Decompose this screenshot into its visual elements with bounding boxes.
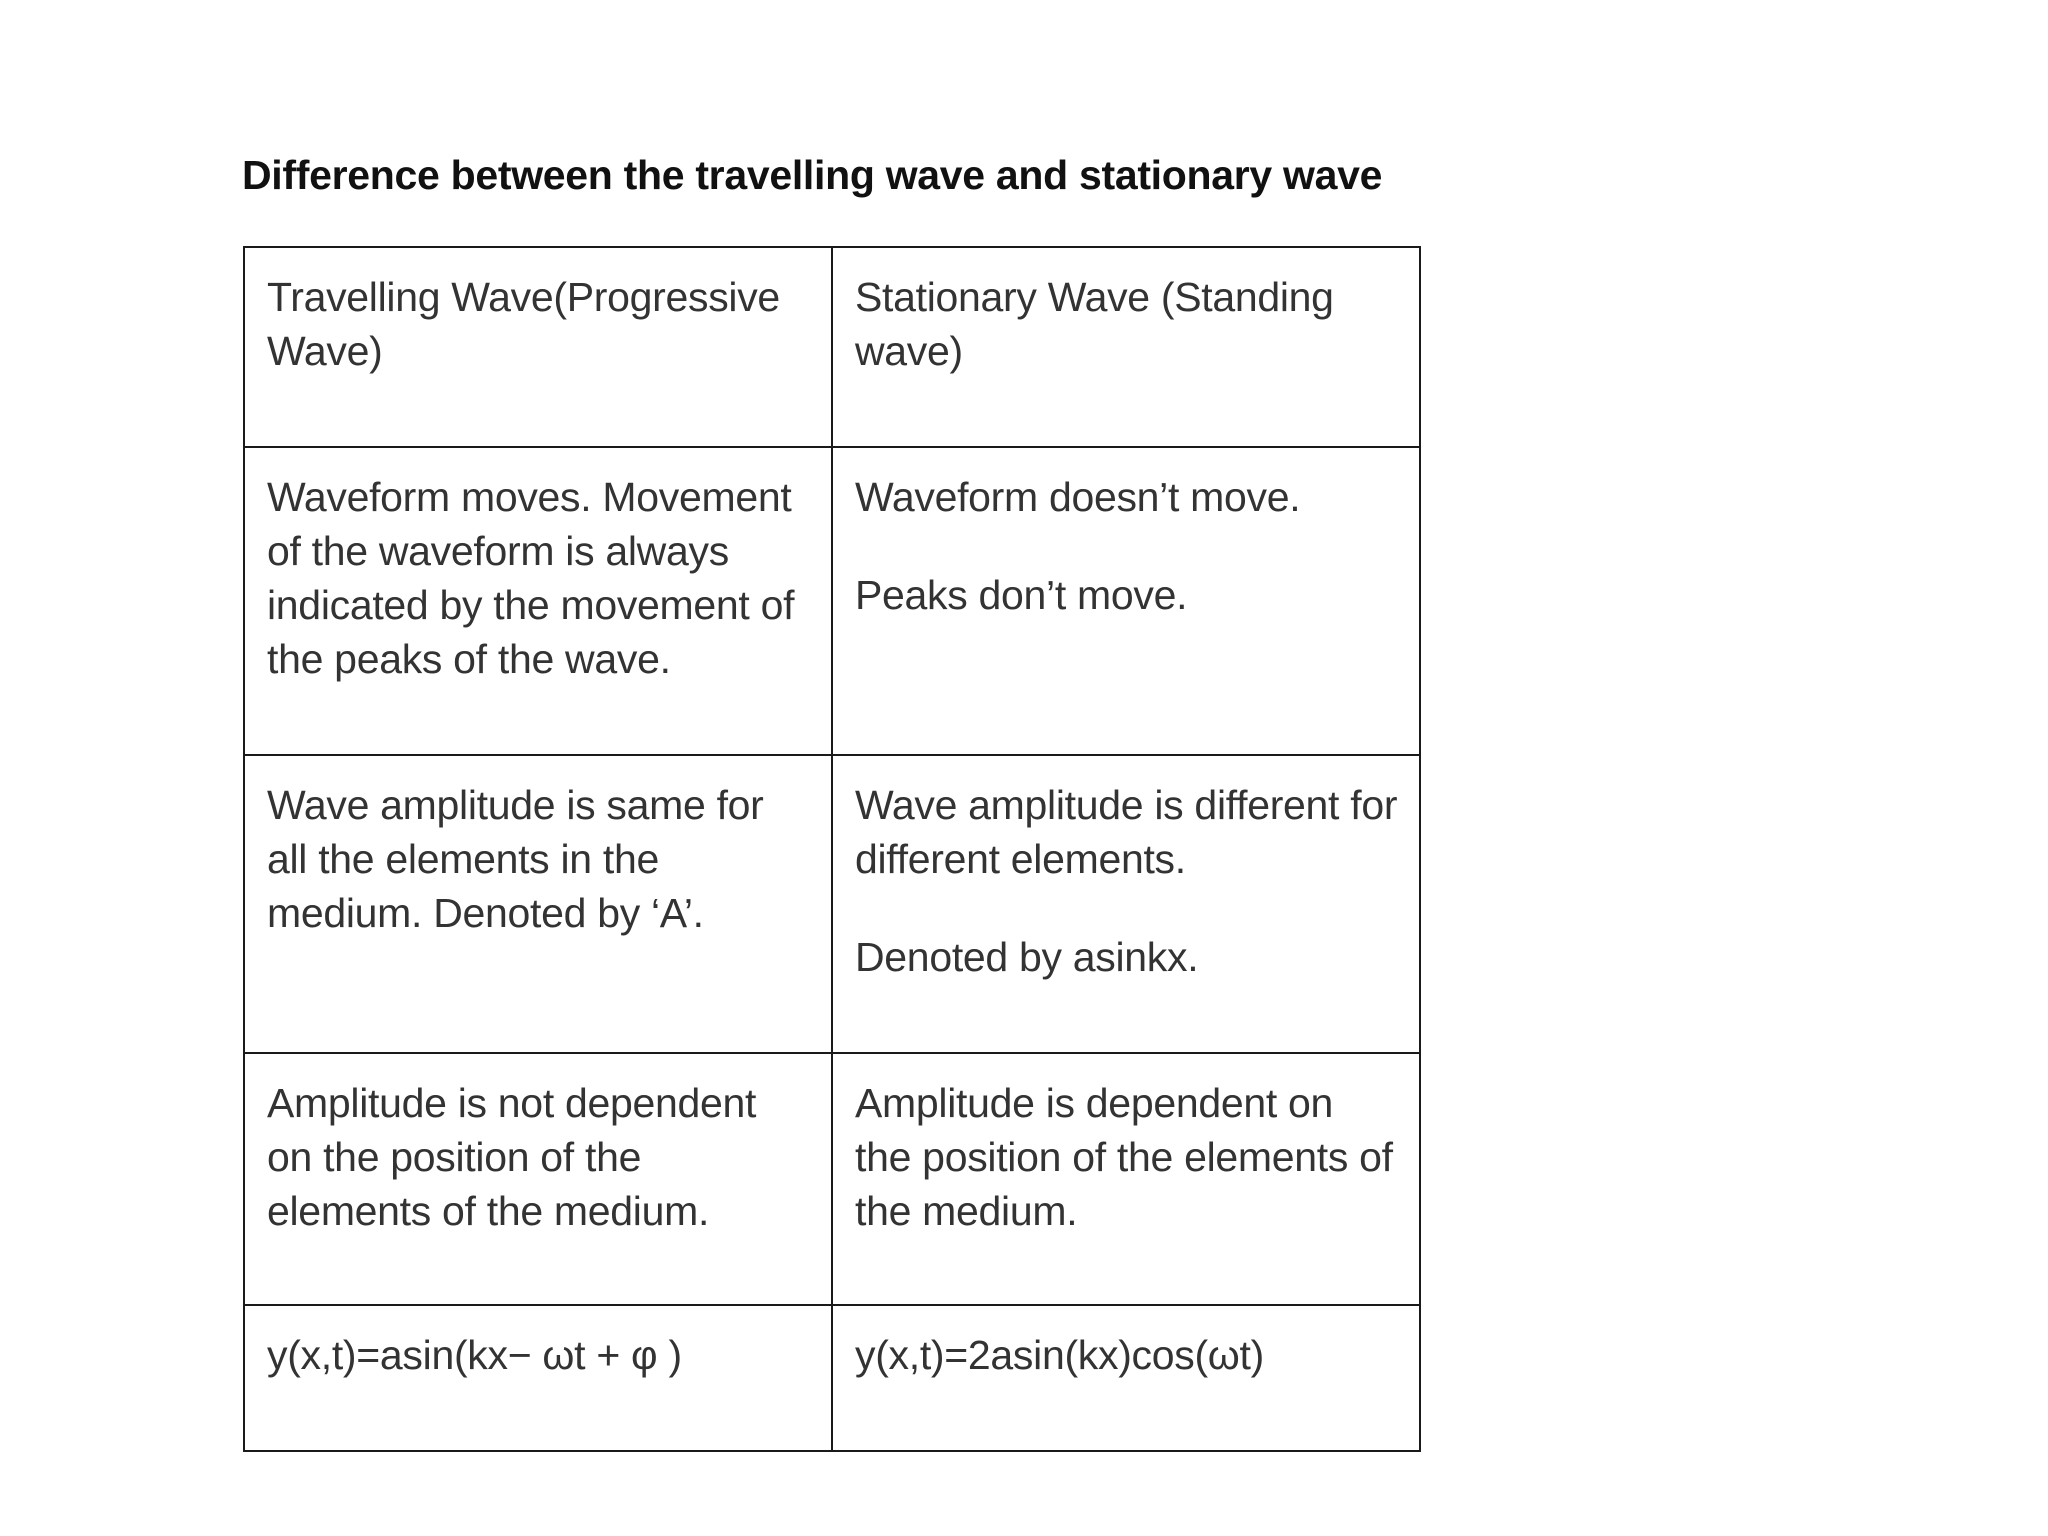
cell-text: Peaks don’t move. xyxy=(855,572,1188,618)
cell-text: Travelling Wave(Progressive Wave) xyxy=(267,274,780,374)
cell-text: Waveform doesn’t move. xyxy=(855,474,1301,520)
stationary-wave-cell xyxy=(832,447,1420,755)
travelling-wave-header-cell xyxy=(244,247,832,447)
table-row-equation xyxy=(244,1305,1420,1451)
table-row-amplitude xyxy=(244,755,1420,1053)
table-row-header xyxy=(244,247,1420,447)
wave-comparison-table xyxy=(243,246,1421,1452)
cell-text: Amplitude is dependent on the position of the elements of the medium. xyxy=(855,1080,1393,1234)
travelling-wave-cell xyxy=(244,1053,832,1305)
cell-text: y(x,t)=asin(kx− ωt + φ ) xyxy=(267,1332,682,1378)
travelling-wave-cell xyxy=(244,755,832,1053)
table-row-waveform xyxy=(244,447,1420,755)
document-title: Difference between the travelling wave and stationary wave xyxy=(242,152,1383,198)
travelling-wave-equation-cell xyxy=(244,1305,832,1451)
stationary-wave-header-cell xyxy=(832,247,1420,447)
stationary-wave-cell xyxy=(832,1053,1420,1305)
cell-text: Denoted by asinkx. xyxy=(855,934,1199,980)
table-row-position-dependence xyxy=(244,1053,1420,1305)
cell-text: Wave amplitude is same for all the elements in the medium. Denoted by ‘A’. xyxy=(267,782,764,936)
stationary-wave-cell xyxy=(832,755,1420,1053)
travelling-wave-cell xyxy=(244,447,832,755)
cell-text: Waveform moves. Movement of the waveform is always indicated by the movement of the peaks of the wave. xyxy=(267,474,795,682)
cell-text: Amplitude is not dependent on the position of the elements of the medium. xyxy=(267,1080,757,1234)
cell-text: Wave amplitude is different for different elements. xyxy=(855,782,1398,882)
stationary-wave-equation-cell xyxy=(832,1305,1420,1451)
cell-text: Stationary Wave (Standing wave) xyxy=(855,274,1334,374)
cell-text: y(x,t)=2asin(kx)cos(ωt) xyxy=(855,1332,1264,1378)
